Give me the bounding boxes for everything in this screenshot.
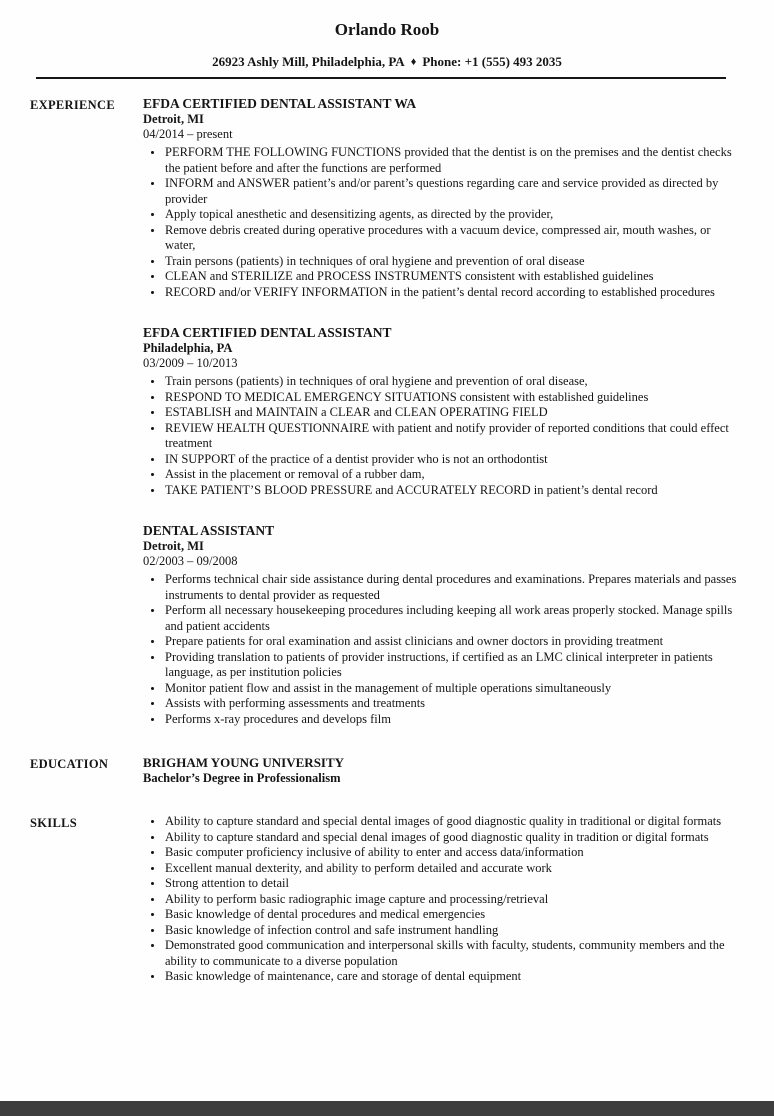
resume-body	[0, 79, 774, 985]
bullet-item: • INFORM and ANSWER patient’s and/or parent’s questions regarding care and service provided as directed by provider	[164, 176, 740, 207]
resume-header	[0, 0, 774, 79]
job-location: Detroit, MI	[143, 112, 204, 126]
skill-item: • Strong attention to detail	[164, 876, 740, 892]
experience-content	[143, 96, 774, 727]
diamond-separator-icon: ♦	[410, 56, 417, 68]
school-name: BRIGHAM YOUNG UNIVERSITY	[143, 755, 345, 770]
contact-phone: Phone: +1 (555) 493 2035	[422, 54, 562, 69]
contact-address: 26923 Ashly Mill, Philadelphia, PA	[212, 54, 405, 69]
education-content	[143, 755, 774, 786]
skill-item: • Basic knowledge of dental procedures and medical emergencies	[164, 907, 740, 923]
section-label-experience: EXPERIENCE	[30, 98, 115, 112]
degree: Bachelor’s Degree in Professionalism	[143, 771, 341, 785]
skill-item: • Ability to perform basic radiographic image capture and processing/retrieval	[164, 892, 740, 908]
bullet-item: • Monitor patient flow and assist in the management of multiple operations simultaneously	[164, 681, 740, 697]
skills-section	[0, 814, 774, 985]
bullet-item: • Apply topical anesthetic and desensitizing agents, as directed by the provider,	[164, 207, 740, 223]
bullet-item: • CLEAN and STERILIZE and PROCESS INSTRUMENTS consistent with established guidelines	[164, 269, 740, 285]
skill-item: • Basic computer proficiency inclusive of ability to enter and access data/information	[164, 845, 740, 861]
bullet-item: • PERFORM THE FOLLOWING FUNCTIONS provided that the dentist is on the premises and the dentist checks the patient before and after the functions are performed	[164, 145, 740, 176]
job-bullet-list	[143, 572, 740, 727]
skill-item: • Ability to capture standard and special denal images of good diagnostic quality in tradition or digital formats	[164, 830, 740, 846]
candidate-name: Orlando Roob	[334, 20, 440, 39]
bullet-item: • Assists with performing assessments and treatments	[164, 696, 740, 712]
bullet-item: • ESTABLISH and MAINTAIN a CLEAR and CLEAN OPERATING FIELD	[164, 405, 740, 421]
education-section	[0, 755, 774, 786]
section-label-education: EDUCATION	[30, 757, 109, 771]
skill-item: • Excellent manual dexterity, and ability to perform detailed and accurate work	[164, 861, 740, 877]
job-title: EFDA CERTIFIED DENTAL ASSISTANT	[143, 325, 392, 340]
bullet-item: • Assist in the placement or removal of a rubber dam,	[164, 467, 740, 483]
job-title: EFDA CERTIFIED DENTAL ASSISTANT WA	[143, 96, 417, 111]
bullet-item: • RESPOND TO MEDICAL EMERGENCY SITUATIONS consistent with established guidelines	[164, 390, 740, 406]
bullet-item: • Performs x-ray procedures and develops film	[164, 712, 740, 728]
bullet-item: • Train persons (patients) in techniques of oral hygiene and prevention of oral disease,	[164, 374, 740, 390]
skill-item: • Basic knowledge of maintenance, care and storage of dental equipment	[164, 969, 740, 985]
job-entry	[143, 523, 740, 727]
section-label-skills: SKILLS	[30, 816, 77, 830]
job-location: Philadelphia, PA	[143, 341, 233, 355]
skill-item: • Basic knowledge of infection control and safe instrument handling	[164, 923, 740, 939]
bullet-item: • RECORD and/or VERIFY INFORMATION in the patient’s dental record according to established procedures	[164, 285, 740, 301]
skill-item: • Demonstrated good communication and interpersonal skills with faculty, students, community members and the ability to communicate to a diverse population	[164, 938, 740, 969]
bullet-item: • REVIEW HEALTH QUESTIONNAIRE with patient and notify provider of reported conditions that could effect treatment	[164, 421, 740, 452]
job-dates: 02/2003 – 09/2008	[143, 554, 238, 568]
experience-section	[0, 96, 774, 727]
bullet-item: • Performs technical chair side assistance during dental procedures and examinations. Prepares materials and passes instruments to dental provider as requested	[164, 572, 740, 603]
bullet-item: • Remove debris created during operative procedures with a vacuum device, compressed air, mouth washes, or water,	[164, 223, 740, 254]
bullet-item: • Prepare patients for oral examination and assist clinicians and owner doctors in providing treatment	[164, 634, 740, 650]
skills-content	[143, 814, 774, 985]
page-bottom-bar	[0, 1101, 774, 1116]
job-bullet-list	[143, 145, 740, 300]
bullet-item: • Perform all necessary housekeeping procedures including keeping all work areas properly stocked. Manage spills and patient accidents	[164, 603, 740, 634]
job-title: DENTAL ASSISTANT	[143, 523, 275, 538]
bullet-item: • Providing translation to patients of provider instructions, if certified as an LMC clinical interpreter in patients language, as per institution policies	[164, 650, 740, 681]
bullet-item: • IN SUPPORT of the practice of a dentist provider who is not an orthodontist	[164, 452, 740, 468]
job-bullet-list	[143, 374, 740, 498]
job-location: Detroit, MI	[143, 539, 204, 553]
job-entry	[143, 96, 740, 300]
contact-line	[0, 54, 774, 71]
bullet-item: • TAKE PATIENT’S BLOOD PRESSURE and ACCURATELY RECORD in patient’s dental record	[164, 483, 740, 499]
bullet-item: • Train persons (patients) in techniques of oral hygiene and prevention of oral disease	[164, 254, 740, 270]
job-dates: 03/2009 – 10/2013	[143, 356, 238, 370]
job-entry	[143, 325, 740, 498]
job-dates: 04/2014 – present	[143, 127, 233, 141]
skill-item: • Ability to capture standard and special dental images of good diagnostic quality in traditional or digital formats	[164, 814, 740, 830]
skills-list	[143, 814, 740, 985]
